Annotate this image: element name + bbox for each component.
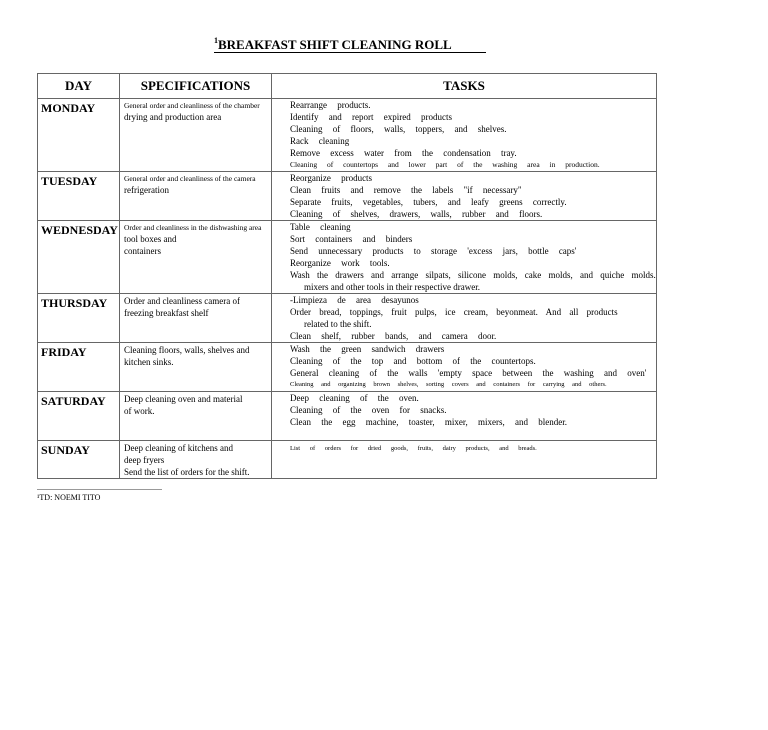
spec-cell [120,441,272,479]
task-item: Sort containers and binders [290,234,413,244]
day-cell: THURSDAY [38,294,120,343]
task-item: List of orders for dried goods, fruits, dairy products, and breads. [290,445,537,452]
spec-cell [120,392,272,441]
task-item: Cleaning of the oven for snacks. [290,405,447,415]
spec-text: tool boxes and [124,234,177,244]
task-item: Rearrange products. [290,100,371,110]
task-item: General cleaning of the walls 'empty space between the washing and oven' [290,368,647,378]
spec-text: refrigeration [124,185,169,195]
header-specifications: SPECIFICATIONS [120,74,272,99]
tasks-cell [272,343,657,392]
table-header-row [38,74,657,99]
task-item: Send unnecessary products to storage 'excess jars, bottle caps' [290,246,577,256]
task-item: Table cleaning [290,222,351,232]
title-text: BREAKFAST SHIFT CLEANING ROLL [218,37,452,52]
task-item: Wash the drawers and arrange silpats, silicone molds, cake molds, and quiche molds. [290,270,656,280]
day-cell: SUNDAY [38,441,120,479]
table-row [38,172,657,221]
task-item: -Limpieza de area desayunos [290,295,419,305]
spec-text: Deep cleaning of kitchens and [124,443,233,453]
task-item: Identify and report expired products [290,112,452,122]
spec-text: drying and production area [124,112,222,122]
task-item: related to the shift. [304,319,372,329]
table-row [38,343,657,392]
task-item: Wash the green sandwich drawers [290,344,445,354]
title-footnote-mark: 1 [214,36,218,45]
tasks-cell [272,99,657,172]
spec-cell [120,172,272,221]
spec-text: General order and cleanliness of the camera [124,174,256,183]
day-cell: FRIDAY [38,343,120,392]
spec-cell [120,343,272,392]
spec-text: Deep cleaning oven and material [124,394,243,404]
day-cell: TUESDAY [38,172,120,221]
table-row [38,441,657,479]
task-item: Cleaning and organizing brown shelves, sorting covers and containers for carrying and others. [290,381,607,388]
tasks-cell [272,172,657,221]
tasks-cell [272,294,657,343]
header-tasks: TASKS [272,74,657,99]
footnote-text: ¹TD: NOEMI TITO [37,493,101,502]
task-item: Reorganize products [290,173,373,183]
task-item: Clean the egg machine, toaster, mixer, mixers, and blender. [290,417,567,427]
table-row [38,99,657,172]
header-day: DAY [38,74,120,99]
footnote-divider [37,489,162,490]
spec-text: containers [124,246,161,256]
day-cell: MONDAY [38,99,120,172]
spec-text: Order and cleanliness in the dishwashing area [124,223,262,232]
task-item: Clean shelf, rubber bands, and camera door. [290,331,497,341]
task-item: mixers and other tools in their respective drawer. [304,282,480,292]
tasks-cell [272,392,657,441]
spec-text: General order and cleanliness of the chamber [124,101,260,110]
task-item: Deep cleaning of the oven. [290,393,419,403]
spec-cell [120,99,272,172]
spec-text: freezing breakfast shelf [124,308,209,318]
task-item: Cleaning of countertops and lower part of the washing area in production. [290,160,600,169]
spec-text: of work. [124,406,155,416]
spec-text: kitchen sinks. [124,357,174,367]
spec-text: Send the list of orders for the shift. [124,467,250,477]
task-item: Order bread, toppings, fruit pulps, ice cream, beyonmeat. And all products [290,307,618,317]
table-row [38,294,657,343]
spec-text: deep fryers [124,455,165,465]
task-item: Cleaning of the top and bottom of the countertops. [290,356,536,366]
document-title [214,37,486,53]
task-item: Rack cleaning [290,136,350,146]
spec-text: Cleaning floors, walls, shelves and [124,345,250,355]
spec-text: Order and cleanliness camera of [124,296,240,306]
task-item: Reorganize work tools. [290,258,390,268]
cleaning-roll-table [37,73,657,479]
task-item: Remove excess water from the condensation tray. [290,148,517,158]
task-item: Cleaning of floors, walls, toppers, and shelves. [290,124,507,134]
task-item: Clean fruits and remove the labels "if necessary" [290,185,522,195]
tasks-cell [272,221,657,294]
spec-cell [120,294,272,343]
table-row [38,392,657,441]
table-row [38,221,657,294]
day-cell: SATURDAY [38,392,120,441]
task-item: Cleaning of shelves, drawers, walls, rubber and floors. [290,209,543,219]
tasks-cell [272,441,657,479]
day-cell: WEDNESDAY [38,221,120,294]
spec-cell [120,221,272,294]
task-item: Separate fruits, vegetables, tubers, and leafy greens correctly. [290,197,567,207]
